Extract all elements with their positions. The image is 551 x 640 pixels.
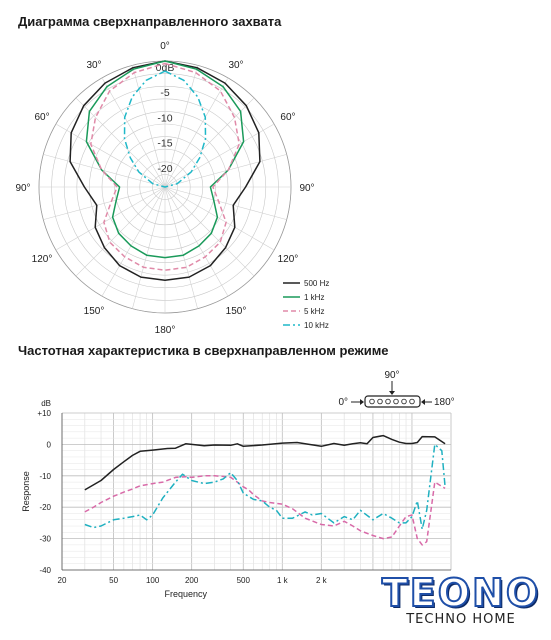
polar-spoke xyxy=(165,78,228,187)
legend-label: 500 Hz xyxy=(304,279,330,288)
y-tick-label: +10 xyxy=(37,409,51,418)
polar-spoke xyxy=(165,187,274,250)
polar-chart-title: Диаграмма сверхнаправленного захвата xyxy=(18,14,282,29)
polar-ring-label: -15 xyxy=(157,137,173,150)
arrow-top-head xyxy=(389,391,395,395)
legend-label: 10 kHz xyxy=(304,321,329,330)
polar-spoke xyxy=(43,187,165,220)
y-tick-label: -10 xyxy=(39,471,51,481)
arrow-right-head xyxy=(421,399,425,405)
frequency-axes xyxy=(21,399,451,599)
polar-ring-label: -20 xyxy=(157,162,173,175)
polar-spoke xyxy=(102,78,165,187)
polar-angle-label: 90° xyxy=(299,183,315,194)
polar-angle-label: 60° xyxy=(280,112,296,123)
y-tick-label: 0 xyxy=(46,440,51,450)
legend-label: 1 kHz xyxy=(304,293,325,302)
freq-series-90deg xyxy=(85,476,445,545)
x-axis-label: Frequency xyxy=(164,589,207,599)
x-tick-label: 20 xyxy=(57,576,67,585)
polar-spoke xyxy=(165,187,198,309)
y-axis-label: Response xyxy=(21,471,31,512)
logo-subtitle: TECHNO HOME xyxy=(406,612,516,627)
y-tick-label: -20 xyxy=(39,503,51,513)
polar-spoke xyxy=(165,187,287,220)
x-tick-label: 500 xyxy=(236,576,250,585)
polar-angle-label: 120° xyxy=(277,254,299,265)
polar-spoke xyxy=(43,154,165,187)
inset-label-0: 0° xyxy=(338,397,348,408)
polar-angle-label: 90° xyxy=(15,183,31,194)
polar-spoke xyxy=(165,187,254,276)
polar-angle-label: 30° xyxy=(86,60,102,72)
arrow-left-head xyxy=(360,399,364,405)
polar-angle-label: 120° xyxy=(31,254,53,265)
polar-angle-label: 60° xyxy=(34,112,50,123)
legend-label: 5 kHz xyxy=(304,307,325,316)
polar-legend xyxy=(283,279,329,330)
freq-series-0deg xyxy=(85,436,445,490)
polar-ring-label: -5 xyxy=(160,87,170,100)
x-tick-label: 200 xyxy=(184,576,199,585)
x-tick-label: 2 k xyxy=(315,576,327,585)
polar-ring-label: 0dB xyxy=(155,62,175,74)
polar-spoke xyxy=(132,187,165,309)
polar-angle-label: 30° xyxy=(228,60,244,72)
y-tick-label: -40 xyxy=(39,566,51,575)
teono-logo xyxy=(381,571,541,632)
polar-angle-label: 0° xyxy=(160,41,170,52)
mic-capsule xyxy=(410,399,415,404)
polar-spoke xyxy=(56,187,165,250)
x-tick-label: 1 k xyxy=(276,576,288,585)
x-tick-label: 100 xyxy=(145,576,160,585)
y-tick-label: -30 xyxy=(39,534,51,544)
inset-label-180: 180° xyxy=(434,397,455,408)
polar-ring-label: -10 xyxy=(157,112,173,125)
mic-capsule xyxy=(370,399,375,404)
polar-spoke xyxy=(102,187,165,296)
logo-wordmark: TEONO xyxy=(381,571,541,615)
inset-label-90: 90° xyxy=(384,370,400,381)
frequency-grid xyxy=(62,413,451,570)
polar-spoke xyxy=(76,187,165,276)
y-unit-label: dB xyxy=(41,399,51,408)
mic-orientation-inset xyxy=(338,370,454,408)
x-tick-label: 50 xyxy=(109,576,119,585)
mic-capsule xyxy=(378,399,383,404)
frequency-series xyxy=(85,436,445,545)
frequency-chart-title: Частотная характеристика в сверхнаправленном режиме xyxy=(18,343,389,358)
mic-capsule xyxy=(386,399,391,404)
polar-angle-label: 150° xyxy=(83,305,105,317)
polar-spoke xyxy=(165,154,287,187)
mic-capsule xyxy=(402,399,407,404)
polar-angle-label: 180° xyxy=(154,325,176,336)
mic-capsule xyxy=(394,399,399,404)
polar-angle-label: 150° xyxy=(225,305,247,317)
